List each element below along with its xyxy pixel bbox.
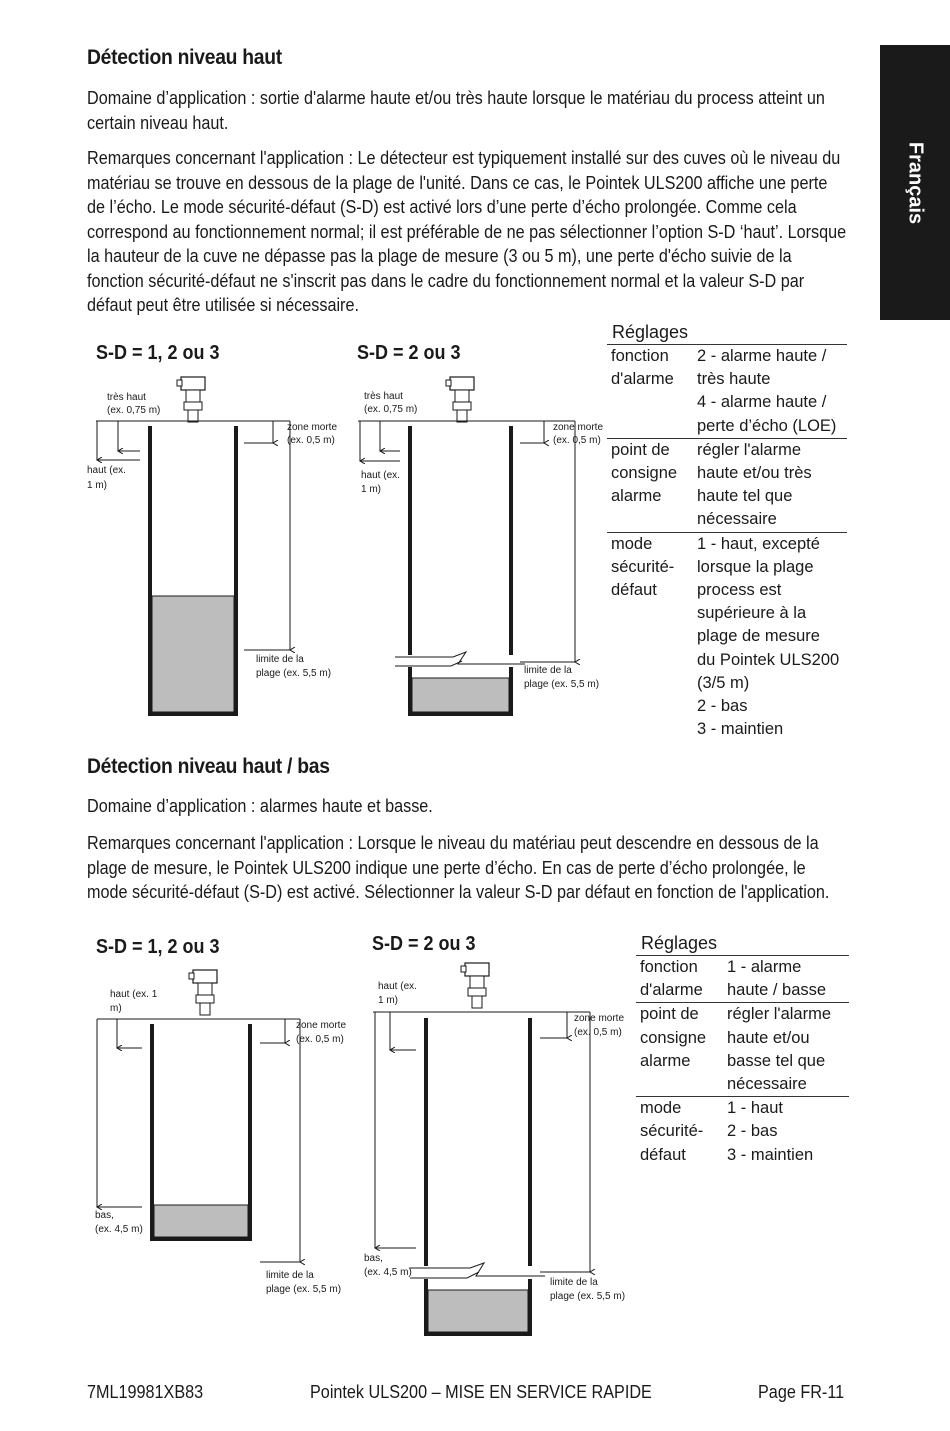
settings-row-fonction: fonction d'alarme 2 - alarme haute / très haute 4 - alarme haute / perte d’écho (LOE) bbox=[611, 347, 837, 435]
tank-wall-left bbox=[148, 426, 152, 716]
tank-wall-right bbox=[234, 426, 238, 716]
diagram1a-heading: S-D = 1, 2 ou 3 bbox=[96, 342, 220, 364]
label-zone-morte-value: (ex. 0,5 m) bbox=[296, 1034, 344, 1045]
label-haut: haut (ex. bbox=[378, 981, 417, 992]
footer-page-number: Page FR-11 bbox=[758, 1382, 845, 1402]
label-limite-value: plage (ex. 5,5 m) bbox=[524, 679, 600, 690]
settings-title: Réglages bbox=[641, 933, 718, 953]
label-limite-value: plage (ex. 5,5 m) bbox=[550, 1291, 626, 1302]
footer-title: Pointek ULS200 – MISE EN SERVICE RAPIDE bbox=[310, 1382, 652, 1402]
diagram2a-heading: S-D = 1, 2 ou 3 bbox=[96, 936, 220, 958]
language-tab-label: Français bbox=[904, 141, 927, 224]
label-haut-value: 1 m) bbox=[361, 484, 381, 495]
section2-remarks: Remarques concernant l'application : Lorsque le niveau du matériau peut descendre en dessous de la plage de mesure, le Pointek ULS200 indique une perte d’écho. En cas de perte d’écho prolongée, le mode sécurité-défaut (S-D) est activé. Sélectionner la valeur S-D par défaut en fonction de l'application. bbox=[87, 833, 830, 902]
label-bas-value: (ex. 4,5 m) bbox=[95, 1224, 143, 1235]
label-tres-haut: très haut bbox=[107, 392, 146, 403]
label-limite: limite de la bbox=[256, 654, 304, 665]
settings-row-securite: mode sécurité- défaut 1 - haut, excepté lorsque la plage process est supérieure à la plage de mesure du Pointek ULS200 (3/5 m) 2 - bas 3 - maintien bbox=[611, 534, 840, 739]
sensor-icon bbox=[446, 377, 474, 422]
footer-doc-number: 7ML19981XB83 bbox=[87, 1382, 204, 1402]
section1-title: Détection niveau haut bbox=[87, 46, 282, 69]
label-zone-morte: zone morte bbox=[553, 422, 604, 433]
diagram1a bbox=[87, 377, 337, 716]
label-bas-value: (ex. 4,5 m) bbox=[364, 1267, 412, 1278]
settings-row-fonction: fonction d'alarme 1 - alarme haute / basse bbox=[640, 958, 827, 1000]
diagram1b bbox=[358, 377, 603, 716]
sensor-icon bbox=[189, 970, 217, 1015]
label-zone-morte: zone morte bbox=[296, 1020, 347, 1031]
label-tres-haut: très haut bbox=[364, 391, 403, 402]
label-zone-morte: zone morte bbox=[287, 422, 338, 433]
settings-row-consigne: point de consigne alarme régler l'alarme haute et/ou basse tel que nécessaire bbox=[640, 1005, 832, 1094]
settings-title: Réglages bbox=[612, 322, 689, 342]
label-zone-morte: zone morte bbox=[574, 1013, 625, 1024]
label-zone-morte-value: (ex. 0,5 m) bbox=[553, 435, 601, 446]
material-level bbox=[152, 596, 234, 712]
settings-row-securite: mode sécurité- défaut 1 - haut 2 - bas 3 - maintien bbox=[640, 1099, 814, 1164]
section1-domain: Domaine d’application : sortie d'alarme haute et/ou très haute lorsque le matériau du process atteint un certain niveau haut. bbox=[87, 88, 825, 133]
label-limite-value: plage (ex. 5,5 m) bbox=[266, 1284, 342, 1295]
material-level bbox=[412, 678, 509, 712]
label-bas: bas, bbox=[95, 1210, 114, 1221]
diagram2b-heading: S-D = 2 ou 3 bbox=[372, 933, 476, 955]
label-haut: haut (ex. bbox=[361, 470, 400, 481]
label-haut-value: m) bbox=[110, 1003, 122, 1014]
label-haut: haut (ex. bbox=[87, 465, 126, 476]
settings-table-2 bbox=[636, 931, 849, 1167]
diagram2b bbox=[364, 963, 625, 1336]
material-level bbox=[428, 1290, 528, 1332]
label-tres-haut-value: (ex. 0,75 m) bbox=[107, 405, 161, 416]
section1-remarks: Remarques concernant l'application : Le détecteur est typiquement installé sur des cuves où le niveau du matériau se trouve en dessous de la plage de l'unité. Dans ce cas, le Pointek ULS200 affiche une perte de l’écho. Le mode sécurité-défaut (S-D) est activé lors d’une perte d’écho prolongée. Comme cela correspond au fonctionnement normal; il est préférable de ne pas sélectionner l’option S-D ‘haut’. Lorsque la hauteur de la cuve ne dépasse pas la plage de mesure (3 ou 5 m), une perte d'écho suivie de la fonction sécurité-défaut ne s'inscrit pas dans le cadre du fonctionnement normal et la valeur S-D par défaut peut être utilisée si nécessaire. bbox=[87, 148, 847, 315]
label-limite: limite de la bbox=[550, 1277, 598, 1288]
settings-row-consigne: point de consigne alarme régler l'alarme haute et/ou très haute tel que nécessaire bbox=[611, 440, 812, 529]
sensor-icon bbox=[461, 963, 489, 1008]
diagram1b-heading: S-D = 2 ou 3 bbox=[357, 342, 461, 364]
label-limite: limite de la bbox=[524, 665, 572, 676]
label-haut-value: 1 m) bbox=[87, 480, 107, 491]
label-limite-value: plage (ex. 5,5 m) bbox=[256, 668, 332, 679]
label-bas: bas, bbox=[364, 1253, 383, 1264]
material-level bbox=[154, 1205, 248, 1237]
label-limite: limite de la bbox=[266, 1270, 314, 1281]
label-haut: haut (ex. 1 bbox=[110, 989, 158, 1000]
settings-table-1 bbox=[607, 320, 847, 741]
label-haut-value: 1 m) bbox=[378, 995, 398, 1006]
label-zone-morte-value: (ex. 0,5 m) bbox=[574, 1027, 622, 1038]
label-tres-haut-value: (ex. 0,75 m) bbox=[364, 404, 418, 415]
label-zone-morte-value: (ex. 0,5 m) bbox=[287, 435, 335, 446]
section2-title: Détection niveau haut / bas bbox=[87, 755, 330, 778]
sensor-icon bbox=[177, 377, 205, 422]
section2-domain: Domaine d’application : alarmes haute et basse. bbox=[87, 796, 433, 816]
diagram2a bbox=[95, 970, 346, 1295]
